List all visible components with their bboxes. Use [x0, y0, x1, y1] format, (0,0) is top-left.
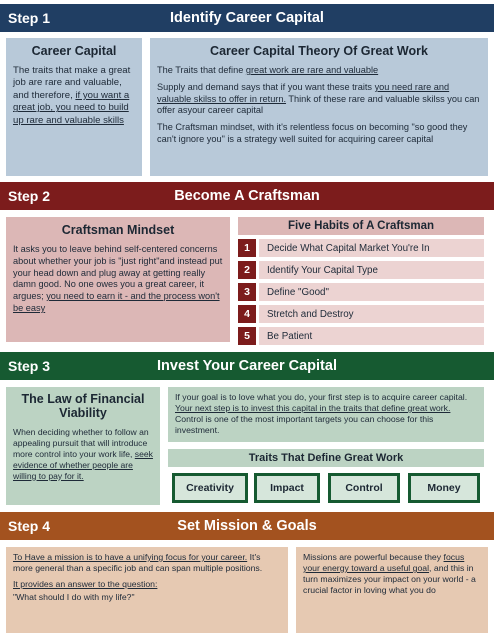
- step4-label: Step 4: [8, 518, 51, 534]
- step2-label: Step 2: [8, 188, 51, 204]
- five-habits-heading: Five Habits of A Craftsman: [238, 217, 484, 235]
- trait-control: Control: [328, 473, 400, 503]
- step1-label: Step 1: [8, 10, 51, 26]
- habit-label: Stretch and Destroy: [259, 305, 484, 323]
- habit-item-3: [238, 283, 484, 301]
- invest-capital-text: If your goal is to love what you do, your first step is to acquire career capital. Your next step is to invest this capital in the traits that define great work. Control is one of the most important targets you can choose for this investment.: [175, 392, 468, 436]
- habit-label: Define "Good": [259, 283, 484, 301]
- mission-box: [6, 547, 288, 633]
- habit-item-2: [238, 261, 484, 279]
- financial-viability-box: [6, 387, 160, 505]
- traits-heading: Traits That Define Great Work: [168, 449, 484, 467]
- habit-number: 4: [238, 305, 256, 323]
- career-capital-theory-box: [150, 38, 488, 176]
- step3-header: [0, 352, 494, 380]
- financial-viability-text: When deciding whether to follow an appealing pursuit that will introduce more control into your work life, seek evidence of whether people are willing to pay for it.: [13, 426, 153, 481]
- habit-label: Decide What Capital Market You're In: [259, 239, 484, 257]
- step4-title: Set Mission & Goals: [177, 518, 317, 534]
- craftsman-mindset-heading: Craftsman Mindset: [61, 223, 175, 237]
- habit-item-5: [238, 327, 484, 345]
- craftsman-mindset-text: It asks you to leave behind self-centered concerns about whether your job is "just right"and instead put your head down and plug away at getting really damn good. No one owes you a great career, it argues; you need to earn it - and the process won't be easy: [13, 244, 223, 313]
- trait-impact: Impact: [254, 473, 320, 503]
- mission-question: "What should I do with my life?": [13, 592, 135, 603]
- career-capital-theory-heading: Career Capital Theory Of Great Work: [210, 44, 428, 58]
- mission-paragraph-2: It provides an answer to the question:: [13, 579, 158, 590]
- theory-paragraph-2: Supply and demand says that if you want these traits you need rare and valuable skilss to offer in return. Think of these rare and valuable skilss you can offer asyour career capital: [157, 81, 480, 116]
- invest-capital-box: [168, 387, 484, 442]
- habit-item-4: [238, 305, 484, 323]
- mission-paragraph-1: To Have a mission is to have a unifying focus for your career. It's more general than a specific job and can span multiple positions.: [13, 552, 263, 574]
- step3-label: Step 3: [8, 358, 51, 374]
- theory-paragraph-1: The Traits that define great work are rare and valuable: [157, 65, 379, 75]
- step2-header: [0, 182, 494, 210]
- step1-header: [0, 4, 494, 32]
- step4-header: [0, 512, 494, 540]
- step2-title: Become A Craftsman: [174, 188, 320, 204]
- habit-label: Be Patient: [259, 327, 484, 345]
- step1-title: Identify Career Capital: [170, 10, 324, 26]
- step3-title: Invest Your Career Capital: [157, 358, 337, 374]
- theory-paragraph-3: The Craftsman mindset, with it's relentless focus on becoming "so good they can't ignore you" is a strategy well suited for acquiring career capital: [157, 122, 468, 144]
- habit-label: Identify Your Capital Type: [259, 261, 484, 279]
- career-capital-heading: Career Capital: [31, 44, 117, 58]
- habit-number: 1: [238, 239, 256, 257]
- missions-power-box: [296, 547, 488, 633]
- habit-number: 3: [238, 283, 256, 301]
- craftsman-mindset-box: [6, 217, 230, 342]
- career-capital-box: [6, 38, 142, 176]
- habit-number: 2: [238, 261, 256, 279]
- trait-money: Money: [408, 473, 480, 503]
- financial-viability-heading: The Law of Financial Viability: [21, 392, 145, 421]
- career-capital-text: The traits that make a great job are rare and valuable, and therefore, if you want a great job, you need to build up rare and valuable skills: [13, 65, 131, 126]
- habit-number: 5: [238, 327, 256, 345]
- missions-power-text: Missions are powerful because they focus your energy toward a useful goal, and this in turn maximizes your impact on your world - a crucial factor in loving what you do: [303, 552, 476, 596]
- trait-creativity: Creativity: [172, 473, 248, 503]
- habit-item-1: [238, 239, 484, 257]
